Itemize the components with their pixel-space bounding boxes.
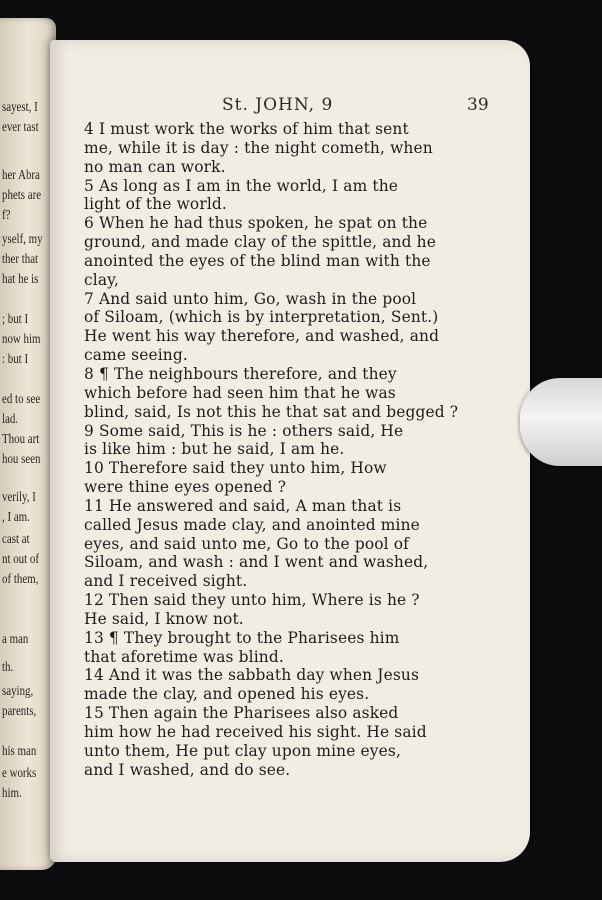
text-line: and I washed, and do see. — [84, 760, 291, 779]
scripture-text — [84, 120, 494, 780]
running-head: St. JOHN, 9 — [222, 95, 334, 115]
text-line: which before had seen him that he was — [84, 383, 396, 402]
text-line: anointed the eyes of the blind man with the — [84, 251, 431, 270]
text-line: 9 Some said, This is he : others said, He — [84, 421, 404, 440]
left-page-fragment: his man — [2, 744, 37, 759]
text-line: unto them, He put clay upon mine eyes, — [84, 741, 401, 760]
text-line: came seeing. — [84, 346, 188, 365]
text-line: and I received sight. — [84, 572, 248, 591]
left-page-fragment: him. — [2, 786, 22, 801]
left-page-fragment: lad. — [2, 412, 19, 427]
text-line: 12 Then said they unto him, Where is he ? — [84, 591, 420, 610]
left-page-fragment: ever tast — [2, 120, 39, 135]
left-page-fragment: th. — [2, 660, 14, 675]
text-line: eyes, and said unto me, Go to the pool of — [84, 534, 410, 553]
left-page-fragment: sayest, I — [2, 100, 38, 115]
text-line: made the clay, and opened his eyes. — [84, 685, 370, 704]
left-page-fragment: e works — [2, 766, 37, 781]
text-line: me, while it is day : the night cometh, when — [84, 138, 433, 157]
text-line: 5 As long as I am in the world, I am the — [84, 176, 399, 195]
left-page-edge — [0, 18, 56, 870]
text-line: that aforetime was blind. — [84, 647, 284, 666]
text-line: him how he had received his sight. He said — [84, 723, 427, 741]
left-page-fragment: ed to see — [2, 392, 41, 407]
left-page-fragment: ther that — [2, 252, 39, 267]
text-line: is like him : but he said, I am he. — [84, 440, 345, 459]
left-page-fragment: f? — [2, 208, 11, 223]
left-page-fragment: hou seen — [2, 452, 41, 467]
text-line: clay, — [84, 270, 120, 289]
text-line: ground, and made clay of the spittle, and he — [84, 233, 436, 252]
text-line: 6 When he had thus spoken, he spat on the — [84, 214, 428, 233]
text-line: He went his way therefore, and washed, and — [84, 327, 440, 346]
text-line: blind, said, Is not this he that sat and begged ? — [84, 402, 459, 421]
left-page-fragment: of them, — [2, 572, 39, 587]
left-page-fragment: hat he is — [2, 272, 39, 287]
left-page-fragment: cast at — [2, 532, 30, 547]
page-number: 39 — [467, 95, 489, 115]
left-page-fragment: verily, I — [2, 490, 36, 505]
text-line: called Jesus made clay, and anointed mine — [84, 515, 420, 534]
text-line: He said, I know not. — [84, 609, 244, 628]
text-line: 14 And it was the sabbath day when Jesus — [84, 666, 420, 685]
text-line: 8 ¶ The neighbours therefore, and they — [84, 364, 397, 383]
left-page-fragment: : but I — [2, 352, 29, 367]
left-page-fragment: phets are — [2, 188, 42, 203]
left-page-fragment: yself, my — [2, 232, 43, 247]
left-page-fragment: ; but I — [2, 312, 29, 327]
text-line: 10 Therefore said they unto him, How — [84, 459, 387, 478]
text-line: 11 He answered and said, A man that is — [84, 496, 402, 515]
left-page-fragment: now him — [2, 332, 41, 347]
left-page-fragment: parents, — [2, 704, 37, 719]
left-page-fragment: , I am. — [2, 510, 30, 525]
left-page-fragment: her Abra — [2, 168, 40, 183]
text-line: of Siloam, (which is by interpretation, Sent.) — [84, 308, 439, 327]
text-line: Siloam, and wash : and I went and washed, — [84, 553, 429, 572]
text-line: 13 ¶ They brought to the Pharisees him — [84, 628, 400, 647]
page-clip-bookmark — [520, 378, 602, 466]
left-page-fragment: saying, — [2, 684, 34, 699]
left-page-fragment: a man — [2, 632, 29, 647]
text-line: light of the world. — [84, 195, 227, 214]
text-line: 4 I must work the works of him that sent — [84, 120, 409, 138]
text-line: 7 And said unto him, Go, wash in the pool — [84, 289, 417, 308]
text-line: no man can work. — [84, 157, 226, 176]
left-page-fragment: nt out of — [2, 552, 40, 567]
left-page-fragment: Thou art — [2, 432, 40, 447]
text-line: were thine eyes opened ? — [84, 478, 287, 497]
text-line: 15 Then again the Pharisees also asked — [84, 704, 399, 723]
